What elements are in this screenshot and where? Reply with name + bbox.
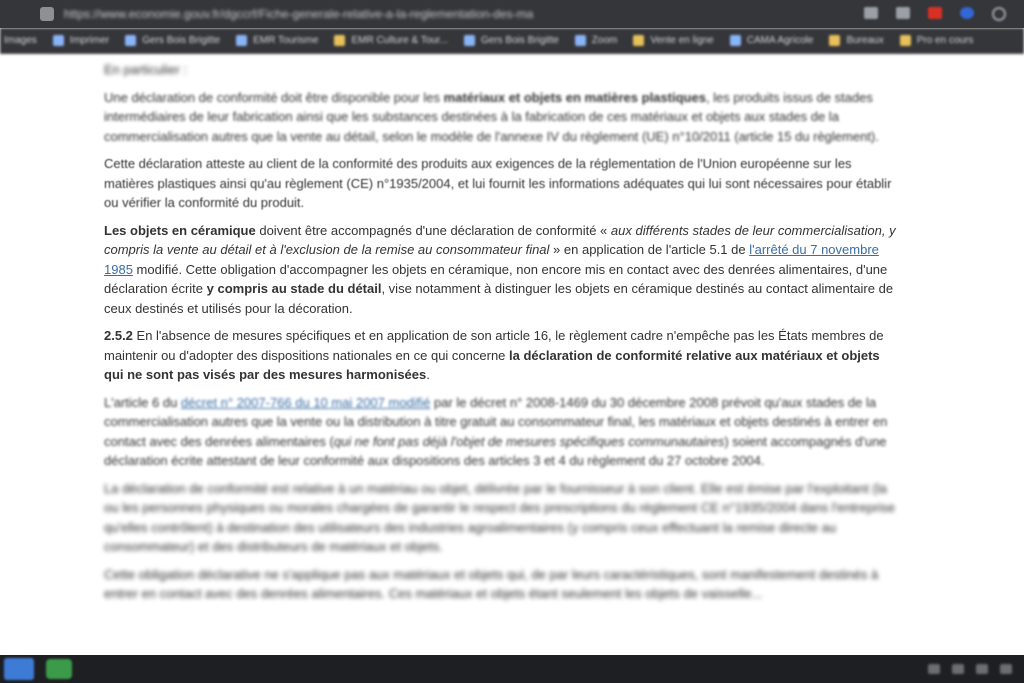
folder-icon [829,35,840,46]
system-tray [928,664,1012,674]
folder-icon [900,35,911,46]
lock-icon [40,7,54,21]
bookmark-item[interactable]: Bureaux [829,35,883,46]
tray-icon[interactable] [1000,664,1012,674]
paragraph-operator: La déclaration de conformité est relative à un matériau ou objet, délivrée par le fournisseur à son client. Elle est émise par l'exploitant (la ou les personnes physiques ou morales chargées de garantir le respect des prescriptions du règlement CE n°1935/2004 dans l'entreprise qu'elles contrôlent) à destination des utilisateurs des industries agroalimentaires (y compris ceux effectuant la remise directe au consommateur) et des distributeurs de matériaux et objets. [104,480,896,554]
paragraph-plastics: Une déclaration de conformité doit être disponible pour les matériaux et objets en matières plastiques, les produits issus de stades intermédiaires de leur fabrication ainsi que les substances destinées à la fabrication de ces matériaux et objets aux stades de la commercialisation autres que la vente au détail, selon le modèle de l'annexe IV du règlement (UE) n°10/2011 (article 15 du règlement). [104,89,879,144]
bookmark-item[interactable]: Gers Bois Brigitte [464,35,559,46]
folder-icon [334,35,345,46]
extension-red-icon[interactable] [928,7,942,19]
paragraph-section-2-5-2: 2.5.2 En l'absence de mesures spécifiques et en application de son article 16, le règlement cadre n'empêche pas les États membres de maintenir ou d'adopter des dispositions nationales en ce qui concerne la déclaration de conformité relative aux matériaux et objets qui ne sont pas visés par des mesures harmonisées. [104,328,884,382]
tray-icon[interactable] [976,664,988,674]
decret-link[interactable]: décret n° 2007-766 du 10 mai 2007 modifié [180,394,431,410]
paragraph-exemption: Cette obligation déclarative ne s'applique pas aux matériaux et objets qui, de par leurs caractéristiques, sont manifestement destinés à entrer en contact avec des denrées alimentaires. Ces matériaux et objets étant seulement les objets de vaisselle... [104,566,879,601]
profile-icon[interactable] [960,7,974,19]
browser-address-bar [0,0,1024,28]
taskbar [0,655,1024,683]
globe-icon [464,35,475,46]
article-content [104,60,896,612]
tray-icon[interactable] [928,664,940,674]
extensions-icon[interactable] [896,7,910,19]
tray-icon[interactable] [952,664,964,674]
arrete-link[interactable]: l'arrêté du 7 novembre 1985 [104,242,879,277]
bookmark-item[interactable]: EMR Tourisme [236,35,318,46]
menu-icon[interactable] [992,7,1006,21]
paragraph-ceramics: Les objets en céramique doivent être accompagnés d'une déclaration de conformité « aux différents stades de leur commercialisation, y compris la vente au détail et à l'exclusion de la remise au consommateur final » en application de l'article 5.1 de l'arrêté du 7 novembre 1985 modifié. Cette obligation d'accompagner les objets en céramique, non encore mis en contact avec des denrées alimentaires, d'une déclaration écrite y compris au stade du détail, vise notamment à distinguer les objets en céramique destinés au contact alimentaire de ceux destinés et utilisés pour la décoration. [104,222,896,316]
paragraph-decret: L'article 6 du décret n° 2007-766 du 10 mai 2007 modifié par le décret n° 2008-1469 du 30 décembre 2008 prévoit qu'aux stades de la commercialisation autres que la vente ou la distribution à titre gratuit au consommateur final, les matériaux et objets destinés à entrer en contact avec des denrées alimentaires (qui ne font pas déjà l'objet de mesures spécifiques communautaires) soient accompagnés d'une déclaration écrite attestant de leur conformité aux dispositions des articles 3 et 4 du règlement du 27 octobre 2004. [104,394,888,468]
app-icon[interactable] [46,659,72,679]
bookmark-item[interactable]: Images [4,35,37,46]
intro-paragraph: En particulier : [104,62,188,77]
bookmark-item[interactable]: Imprimer [53,35,109,46]
bookmark-item[interactable]: Gers Bois Brigitte [125,35,220,46]
bookmark-item[interactable]: EMR Culture & Tour... [334,35,448,46]
start-icon[interactable] [4,658,34,680]
bookmark-item[interactable]: Pro en cours [900,35,974,46]
url-field[interactable]: https://www.economie.gouv.fr/dgccrf/Fiche-generale-relative-a-la-reglementation-des-ma [64,7,534,21]
bookmark-item[interactable]: Vente en ligne [633,35,713,46]
bookmark-item[interactable]: CAMA Agricole [730,35,814,46]
bookmark-item[interactable]: Zoom [575,35,618,46]
cast-icon[interactable] [864,7,878,19]
globe-icon [730,35,741,46]
folder-icon [633,35,644,46]
globe-icon [125,35,136,46]
browser-toolbar [864,7,1006,21]
bookmarks-bar [0,28,1024,54]
globe-icon [53,35,64,46]
paragraph-declaration: Cette déclaration atteste au client de la conformité des produits aux exigences de la réglementation de l'Union européenne sur les matières plastiques ainsi qu'au règlement (CE) n°1935/2004, et lui fournit les informations adéquates qui lui sont nécessaires pour établir ou vérifier la conformité du produit. [104,156,892,210]
globe-icon [236,35,247,46]
globe-icon [575,35,586,46]
